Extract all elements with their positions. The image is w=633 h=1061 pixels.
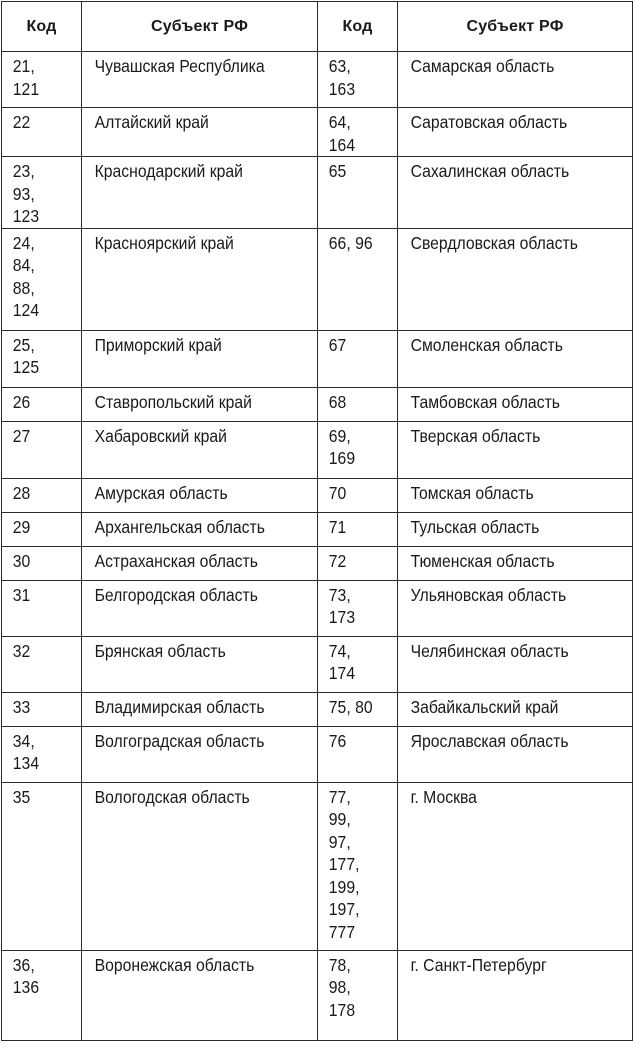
subject-name: Брянская область [94, 640, 226, 661]
left-code-cell [2, 726, 82, 782]
code-value: 177, [328, 854, 360, 874]
right-code-text [318, 547, 389, 573]
subject-name: Смоленская область [410, 334, 563, 355]
right-code-cell [318, 478, 398, 512]
right-code-text [318, 479, 389, 505]
code-value: 136 [12, 977, 40, 997]
right-subject-cell [398, 157, 633, 229]
left-code-cell [2, 330, 82, 387]
subject-name: Амурская область [94, 482, 228, 503]
right-subject-cell [398, 330, 633, 387]
subject-name: Белгородская область [94, 584, 258, 605]
right-code-text [318, 108, 389, 156]
right-subject-cell [398, 478, 633, 512]
table-row [2, 108, 633, 157]
right-subject-cell [398, 692, 633, 726]
subject-name: Челябинская область [410, 640, 569, 661]
left-code-text [2, 547, 73, 573]
table-row [2, 692, 633, 726]
code-value: 32 [12, 640, 31, 661]
table-row [2, 228, 633, 330]
left-code-text [2, 783, 73, 809]
left-code-text [2, 229, 73, 322]
code-value: 777 [328, 921, 356, 942]
left-subject-cell [82, 512, 318, 546]
code-value: 72 [328, 550, 347, 571]
left-code-cell [2, 782, 82, 950]
header-code-right: Код [318, 2, 398, 52]
subject-name: Тверская область [410, 425, 541, 446]
header-code-left: Код [2, 2, 82, 52]
right-code-cell [318, 692, 398, 726]
subject-name: Чувашская Республика [94, 56, 265, 76]
left-subject-cell [82, 108, 318, 157]
subject-name: Томская область [410, 482, 534, 503]
right-subject-cell [398, 580, 633, 636]
code-value: 178 [328, 999, 356, 1020]
code-value: 22 [12, 112, 31, 132]
code-value: 25, [12, 334, 35, 355]
subject-name: Саратовская область [410, 112, 568, 132]
left-subject-cell [82, 228, 318, 330]
subject-name: Владимирская область [94, 696, 265, 717]
right-code-text [318, 951, 389, 1022]
subject-name: Тульская область [410, 516, 540, 537]
right-code-text [318, 52, 389, 100]
left-code-text [2, 693, 73, 719]
right-code-text [318, 581, 389, 629]
left-code-text [2, 513, 73, 539]
code-value: 28 [12, 482, 31, 503]
right-subject-cell [398, 108, 633, 157]
code-value: 67 [328, 334, 347, 355]
code-value: 197, [328, 899, 360, 919]
subject-name: Тамбовская область [410, 391, 560, 412]
left-code-text [2, 479, 73, 505]
right-code-text [318, 422, 389, 470]
subject-name: Вологодская область [94, 786, 250, 807]
right-code-text [318, 727, 389, 753]
code-value: 71 [328, 516, 347, 537]
code-value: 64, [328, 112, 351, 132]
left-code-cell [2, 157, 82, 229]
right-subject-cell [398, 726, 633, 782]
right-subject-cell [398, 512, 633, 546]
code-value: 99, [328, 809, 351, 829]
left-code-cell [2, 950, 82, 1040]
right-code-cell [318, 512, 398, 546]
subject-name: Свердловская область [410, 232, 578, 253]
left-subject-cell [82, 52, 318, 108]
code-value: 88, [12, 277, 35, 298]
subject-name: Архангельская область [94, 516, 265, 537]
right-code-cell [318, 636, 398, 692]
left-code-text [2, 422, 73, 448]
subject-name: Самарская область [410, 56, 555, 76]
right-code-cell [318, 726, 398, 782]
left-code-cell [2, 478, 82, 512]
code-value: 174 [328, 663, 356, 683]
code-value: 36, [12, 954, 35, 975]
right-code-cell [318, 782, 398, 950]
code-value: 74, [328, 640, 351, 661]
right-code-text [318, 229, 389, 255]
left-code-text [2, 108, 73, 134]
table-row [2, 387, 633, 421]
subject-name: Красноярский край [94, 232, 234, 253]
left-subject-cell [82, 421, 318, 478]
code-value: 76 [328, 730, 347, 751]
left-subject-cell [82, 580, 318, 636]
right-subject-cell [398, 421, 633, 478]
right-code-cell [318, 157, 398, 229]
table-row [2, 580, 633, 636]
table-row [2, 330, 633, 387]
left-code-cell [2, 512, 82, 546]
code-value: 125 [12, 357, 40, 377]
right-subject-cell [398, 636, 633, 692]
right-code-cell [318, 546, 398, 580]
left-code-cell [2, 421, 82, 478]
code-value: 121 [12, 78, 40, 99]
code-value: 26 [12, 391, 31, 412]
code-value: 23, [12, 161, 35, 181]
subject-name: Хабаровский край [94, 425, 227, 446]
left-code-cell [2, 580, 82, 636]
subject-name: Ульяновская область [410, 584, 567, 605]
left-code-text [2, 331, 73, 379]
left-code-cell [2, 692, 82, 726]
code-value: 65 [328, 161, 347, 181]
right-subject-cell [398, 782, 633, 950]
table-row [2, 478, 633, 512]
left-code-text [2, 157, 73, 228]
right-code-cell [318, 330, 398, 387]
header-subject-right: Субъект РФ [398, 2, 633, 52]
subject-name: Забайкальский край [410, 696, 559, 717]
left-code-text [2, 727, 73, 775]
code-value: 124 [12, 300, 40, 320]
right-code-cell [318, 387, 398, 421]
right-code-cell [318, 580, 398, 636]
code-value: 123 [12, 206, 40, 226]
right-code-cell [318, 108, 398, 157]
code-value: 70 [328, 482, 347, 503]
table-row [2, 782, 633, 950]
code-value: 69, [328, 425, 351, 446]
right-code-cell [318, 228, 398, 330]
left-subject-cell [82, 782, 318, 950]
code-value: 35 [12, 786, 31, 807]
code-value: 173 [328, 607, 356, 627]
subject-name: г. Санкт-Петербург [410, 954, 547, 975]
subject-name: Тюменская область [410, 550, 555, 571]
code-value: 97, [328, 831, 351, 852]
code-value: 134 [12, 753, 40, 773]
header-row [2, 2, 633, 52]
left-code-text [2, 951, 73, 999]
table-row [2, 636, 633, 692]
right-code-cell [318, 421, 398, 478]
left-subject-cell [82, 387, 318, 421]
code-value: 63, [328, 56, 351, 76]
table-body [2, 52, 633, 1041]
subject-name: г. Москва [410, 786, 477, 807]
code-value: 84, [12, 255, 35, 275]
left-subject-cell [82, 157, 318, 229]
subject-name: Сахалинская область [410, 161, 570, 181]
subject-name: Волгоградская область [94, 730, 265, 751]
left-subject-cell [82, 726, 318, 782]
left-code-text [2, 388, 73, 414]
code-value: 29 [12, 516, 31, 537]
left-code-text [2, 581, 73, 607]
subject-name: Воронежская область [94, 954, 255, 975]
subject-name: Приморский край [94, 334, 222, 355]
header-subject-left: Субъект РФ [82, 2, 318, 52]
right-code-text [318, 513, 389, 539]
left-code-text [2, 52, 73, 100]
right-subject-cell [398, 387, 633, 421]
code-value: 21, [12, 56, 35, 76]
subject-name: Краснодарский край [94, 161, 243, 181]
code-value: 164 [328, 134, 356, 155]
right-code-text [318, 693, 389, 719]
code-value: 66, 96 [328, 232, 373, 253]
right-subject-cell [398, 950, 633, 1040]
left-subject-cell [82, 692, 318, 726]
right-code-cell [318, 52, 398, 108]
code-value: 31 [12, 584, 31, 605]
subject-name: Ярославская область [410, 730, 569, 751]
left-code-text [2, 637, 73, 663]
right-subject-cell [398, 52, 633, 108]
table-row [2, 421, 633, 478]
left-subject-cell [82, 546, 318, 580]
code-value: 33 [12, 696, 31, 717]
subject-name: Ставропольский край [94, 391, 252, 412]
table-row [2, 546, 633, 580]
region-codes-table [1, 1, 633, 1041]
left-code-cell [2, 108, 82, 157]
left-code-cell [2, 636, 82, 692]
left-subject-cell [82, 636, 318, 692]
table-row [2, 52, 633, 108]
code-value: 98, [328, 977, 351, 997]
code-value: 24, [12, 232, 35, 253]
right-code-text [318, 388, 389, 414]
code-value: 30 [12, 550, 31, 571]
left-subject-cell [82, 950, 318, 1040]
code-value: 73, [328, 584, 351, 605]
right-subject-cell [398, 546, 633, 580]
subject-name: Алтайский край [94, 112, 209, 132]
table-header [2, 2, 633, 52]
code-value: 78, [328, 954, 351, 975]
left-code-cell [2, 387, 82, 421]
left-subject-cell [82, 330, 318, 387]
table-row [2, 726, 633, 782]
code-value: 77, [328, 786, 351, 807]
code-value: 34, [12, 730, 35, 751]
code-value: 163 [328, 78, 356, 99]
right-code-cell [318, 950, 398, 1040]
right-subject-cell [398, 228, 633, 330]
right-code-text [318, 331, 389, 357]
subject-name: Астраханская область [94, 550, 258, 571]
table-row [2, 157, 633, 229]
right-code-text [318, 637, 389, 685]
left-code-cell [2, 228, 82, 330]
left-subject-cell [82, 478, 318, 512]
right-code-text [318, 157, 389, 183]
code-value: 169 [328, 448, 356, 468]
right-code-text [318, 783, 389, 944]
code-value: 68 [328, 391, 347, 412]
left-code-cell [2, 52, 82, 108]
code-value: 93, [12, 183, 35, 204]
code-value: 199, [328, 876, 360, 897]
left-code-cell [2, 546, 82, 580]
code-value: 75, 80 [328, 696, 373, 717]
table-row [2, 512, 633, 546]
table-row [2, 950, 633, 1040]
code-value: 27 [12, 425, 31, 446]
